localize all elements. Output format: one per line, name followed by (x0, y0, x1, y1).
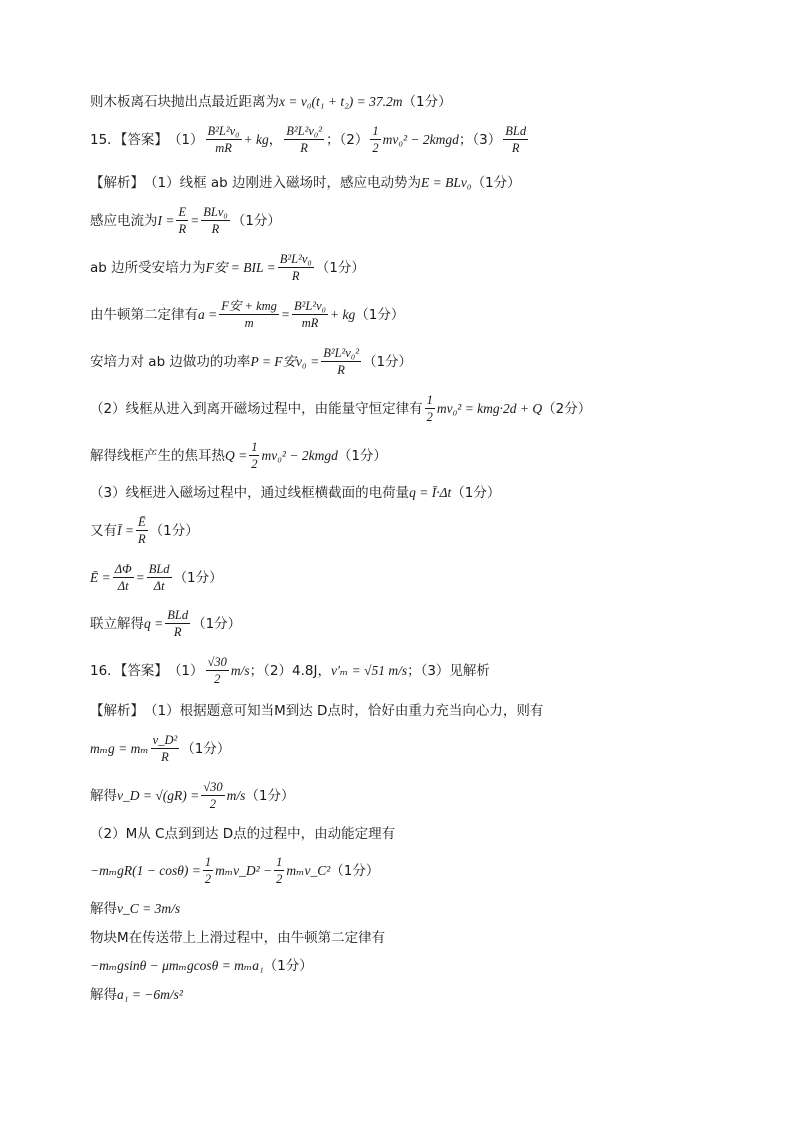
part-label: ；（3） (458, 131, 502, 148)
line-charge-result (90, 608, 241, 640)
text: 解得 (90, 787, 117, 804)
formula: I = (157, 212, 175, 228)
analysis-label: 【解析】 (90, 175, 144, 191)
score-note: （1分） (330, 862, 380, 879)
line-energy (90, 393, 591, 425)
separator: ， (268, 131, 283, 148)
line-vd (90, 780, 294, 812)
fraction: $\frac{1}{2}$ (372, 124, 379, 156)
text: 解得 (90, 901, 117, 917)
formula: q = Ī·Δt (409, 485, 452, 500)
part-label: （1） (167, 662, 204, 679)
formula: mv₀² = kmg·2d + Q (436, 400, 543, 416)
score-note: （1分） (315, 259, 365, 276)
score-note: （1分） (337, 447, 387, 464)
formula: −mₘgsinθ − μmₘgcosθ = mₘa₁ (90, 958, 264, 973)
fraction: $\frac{Ē}{R}$ (137, 515, 146, 547)
text: 解得 (90, 987, 117, 1003)
line-answer-16 (90, 655, 490, 687)
formula: −mₘgR(1 − cosθ) = (90, 862, 201, 878)
part-label: ；（3）见解析 (407, 662, 490, 679)
score-note: （1分） (181, 740, 231, 757)
line-newton (90, 299, 404, 331)
formula: + kg (243, 131, 269, 147)
formula: a₁ = −6m/s² (117, 987, 183, 1002)
equals: = (135, 569, 145, 585)
score-note: （1分） (149, 522, 199, 539)
fraction: $\frac{\Delta\Phi}{\Delta t}$ (114, 562, 132, 594)
fraction: $\frac{1}{2}$ (426, 393, 433, 425)
part-label: ；（2） (325, 131, 369, 148)
line-avg-emf (90, 562, 223, 594)
line-answer-15 (90, 124, 530, 156)
text: 安培力对 ab 边做功的功率 (90, 353, 251, 370)
fraction: $\frac{√30}{2}$ (203, 780, 223, 812)
fraction: $\frac{\text{BLd}}{\Delta t}$ (148, 562, 170, 594)
formula: mₘv_D² − (215, 862, 273, 878)
fraction: $\frac{1}{2}$ (251, 440, 258, 472)
line-c-to-d (90, 826, 395, 842)
fraction: $\frac{\text{F安 + kmg}}{m}$ (221, 299, 277, 331)
part-label: ；（2）4.8J， (249, 662, 331, 679)
formula: P = F安v₀ = (250, 353, 320, 369)
text: ab 边所受安培力为 (90, 259, 206, 276)
unit: m/s (230, 662, 250, 678)
unit: m/s (226, 787, 246, 803)
text: 感应电流为 (90, 212, 158, 229)
score-note: （1分） (362, 353, 413, 370)
fraction: $\frac{\text{B²L²v₀}}{mR}$ (207, 124, 240, 156)
text: （2）M从 C点到到达 D点的过程中，由动能定理有 (90, 826, 396, 842)
line-distance (90, 94, 452, 110)
line-vc (90, 901, 180, 917)
line-analysis-15 (90, 175, 521, 191)
formula: + kg (330, 306, 356, 322)
score-note: （1分） (245, 787, 295, 804)
fraction: $\frac{\text{BLd}}{R}$ (167, 608, 189, 640)
score-note: （1分） (231, 212, 281, 229)
line-current (90, 205, 281, 237)
formula: x = v₀(t₁ + t₂) = 37.2m (279, 94, 403, 109)
text: 则木板离石块抛出点最近距离为 (90, 94, 279, 110)
line-work-energy (90, 855, 379, 887)
text: （1）根据题意可知当M到达 D点时，恰好由重力充当向心力，则有 (144, 703, 544, 719)
fraction: $\frac{\text{B²L²v₀²}}{R}$ (323, 346, 359, 378)
score-note: （1分） (173, 569, 223, 586)
score-note: （1分） (471, 175, 521, 191)
line-analysis-16 (90, 703, 543, 719)
fraction: $\frac{1}{2}$ (204, 855, 212, 887)
fraction: $\frac{\text{B²L²v₀}}{mR}$ (294, 299, 327, 331)
line-belt-equation (90, 958, 313, 974)
fraction: $\frac{\text{v\_D²}}{R}$ (152, 733, 178, 765)
line-ampere-force (90, 252, 365, 284)
fraction: $\frac{\text{BLd}}{R}$ (505, 124, 527, 156)
fraction: $\frac{\text{BLv₀}}{R}$ (203, 205, 228, 237)
part-label: （1） (167, 131, 204, 148)
formula: F安 = BIL = (205, 259, 276, 275)
analysis-label: 【解析】 (90, 703, 144, 719)
formula: v_C = 3m/s (117, 901, 181, 916)
formula: mₘg = mₘ (90, 740, 149, 756)
score-note: （2分） (542, 400, 592, 417)
line-charge (90, 485, 500, 501)
score-note: （1分） (451, 485, 501, 501)
line-power (90, 346, 412, 378)
line-centripetal (90, 733, 230, 765)
formula: Q = (225, 447, 248, 463)
formula: mₘv_C² (286, 862, 331, 878)
formula: Ī = (117, 522, 134, 538)
formula: q = (144, 615, 164, 631)
formula: v_D = √(gR) = (117, 787, 200, 803)
text: 解得线框产生的焦耳热 (90, 447, 225, 464)
text: （2）线框从进入到离开磁场过程中，由能量守恒定律有 (90, 400, 423, 417)
line-joule-heat (90, 440, 387, 472)
formula: mv₀² − 2kmgd (261, 447, 338, 463)
formula: mv₀² − 2kmgd (382, 131, 459, 147)
text: （1）线框 ab 边刚进入磁场时，感应电动势为 (144, 175, 422, 191)
text: 联立解得 (90, 615, 144, 632)
formula: v′ₘ = √51 m/s (330, 662, 408, 678)
answer-label: 16．【答案】 (90, 662, 168, 679)
formula: a = (198, 306, 218, 322)
score-note: （1分） (402, 94, 452, 110)
score-note: （1分） (263, 958, 313, 974)
formula: E = BLv₀ (421, 175, 472, 190)
line-avg-current (90, 515, 199, 547)
fraction: $\frac{1}{2}$ (276, 855, 283, 887)
text: 由牛顿第二定律有 (90, 306, 198, 323)
fraction: $\frac{\text{B²L²v₀²}}{R}$ (286, 124, 322, 156)
fraction: $\frac{\text{B²L²v₀}}{R}$ (279, 252, 312, 284)
line-belt (90, 930, 385, 946)
score-note: （1分） (192, 615, 242, 632)
text: 物块M在传送带上上滑过程中，由牛顿第二定律有 (90, 930, 386, 946)
score-note: （1分） (355, 306, 405, 323)
equals: = (280, 306, 291, 322)
fraction: $\frac{E}{R}$ (178, 205, 187, 237)
formula: Ē = (90, 569, 111, 585)
fraction: $\frac{√30}{2}$ (207, 655, 227, 687)
equals: = (190, 212, 200, 228)
line-a1 (90, 987, 183, 1003)
text: 又有 (90, 522, 117, 539)
text: （3）线框进入磁场过程中，通过线框横截面的电荷量 (90, 485, 410, 501)
answer-label: 15．【答案】 (90, 131, 168, 148)
